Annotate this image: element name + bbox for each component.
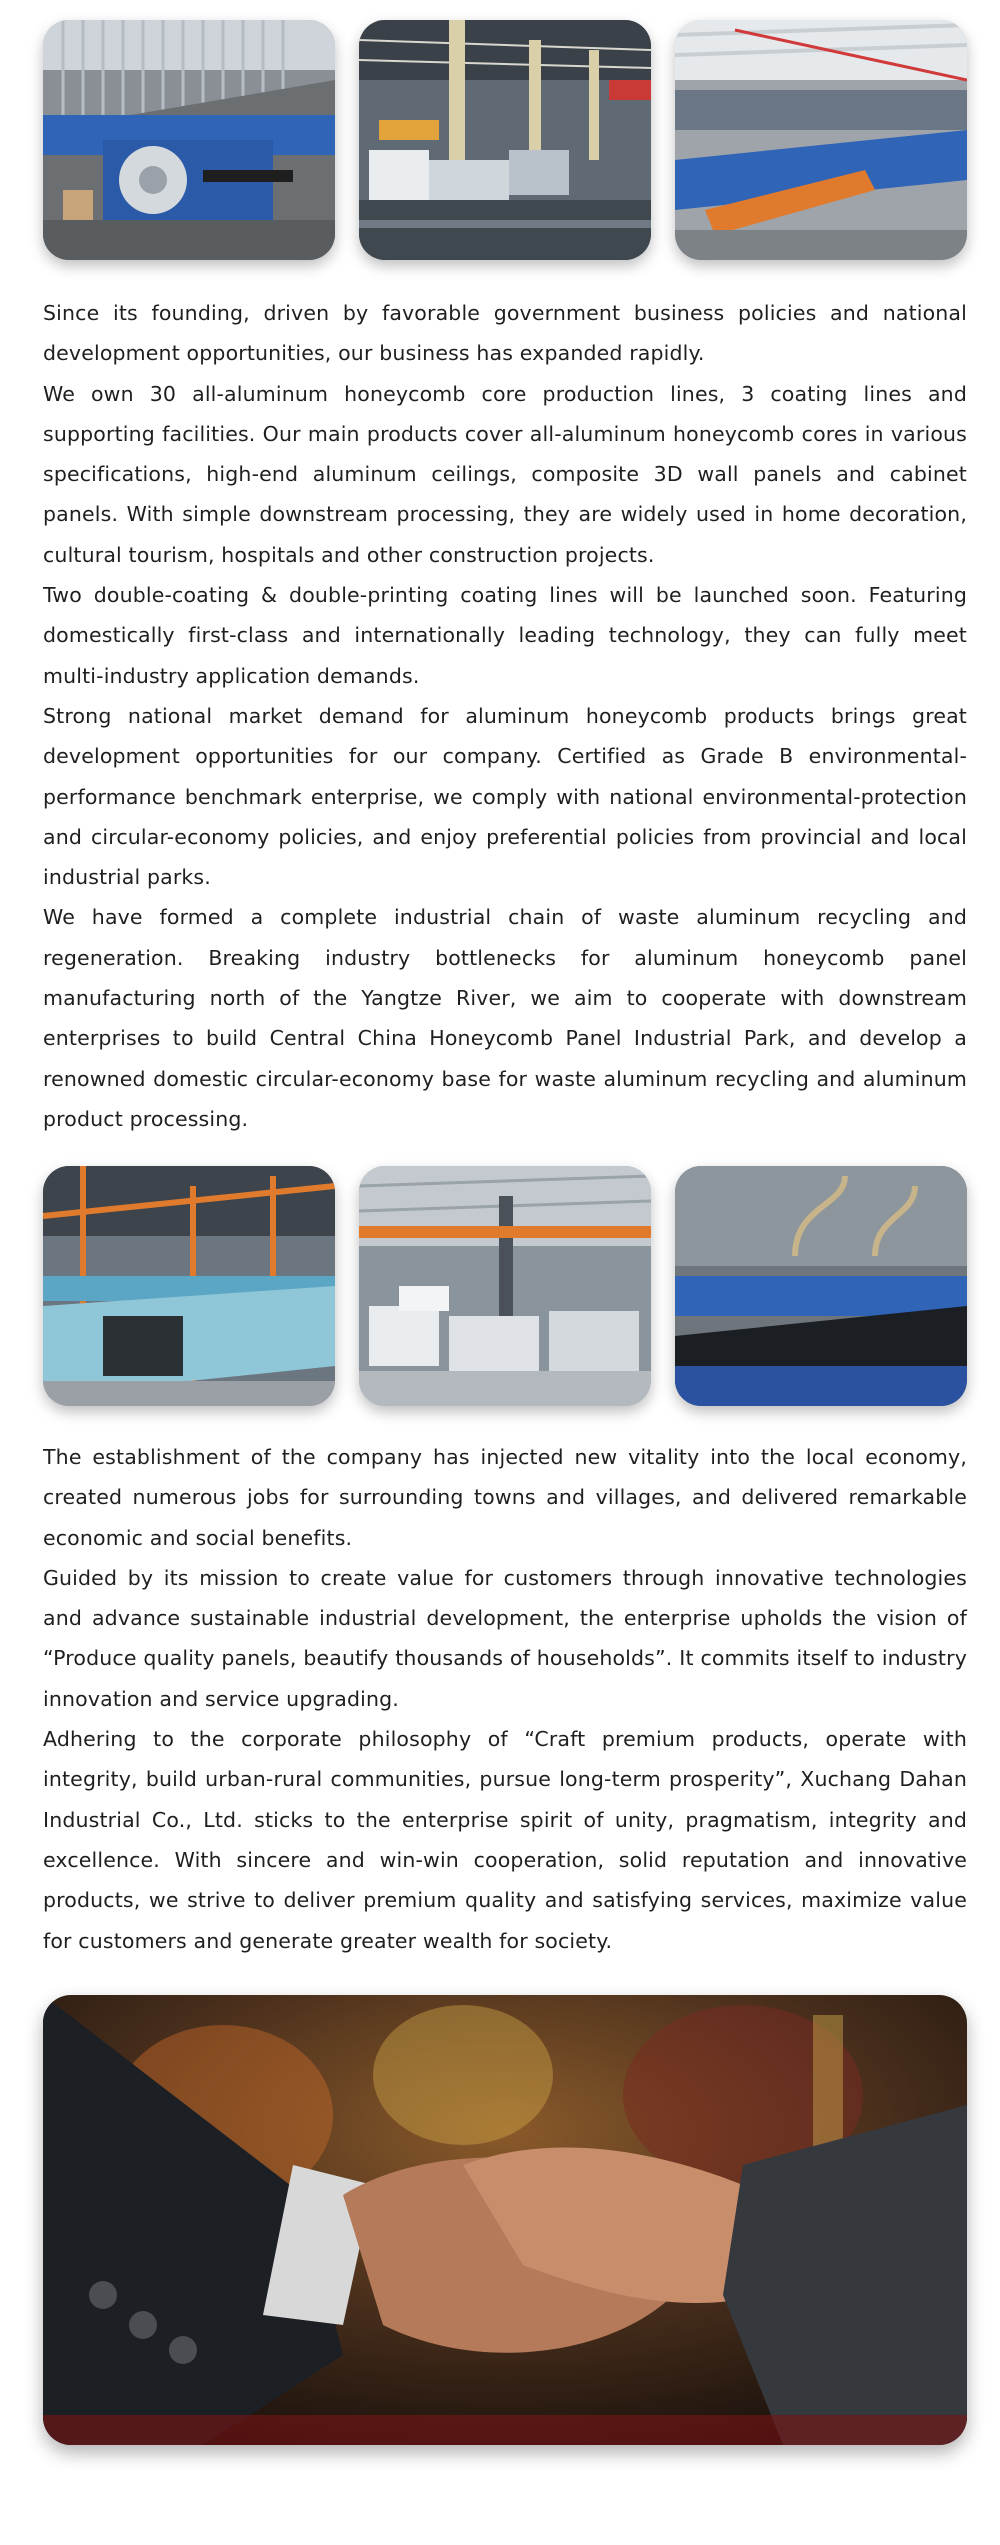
paragraph: We own 30 all-aluminum honeycomb core production lines, 3 coating lines and supporting facilities. Our main products cover all-aluminum honeycomb cores in various specifications, high-end aluminum ceilings, composite 3D wall panels and cabinet panels. With simple downstream processing, they are widely used in home decoration, cultural tourism, hospitals and other construction projects. — [43, 381, 967, 567]
photo-row-middle — [43, 1166, 967, 1406]
factory-photo-coating-line — [43, 20, 335, 260]
handshake-photo — [43, 1995, 967, 2445]
paragraph: The establishment of the company has injected new vitality into the local economy, created numerous jobs for surrounding towns and villages, and delivered remarkable economic and social benefits. — [43, 1445, 967, 1550]
factory-photo-panel-stacks — [359, 1166, 651, 1406]
photo-row-top — [43, 20, 967, 260]
factory-photo-pipe-machinery — [675, 1166, 967, 1406]
paragraph: Strong national market demand for aluminum honeycomb products brings great development opportunities for our company. Certified as Grade B environmental-performance benchmark enterprise, we comply with national environmental-protection and circular-economy policies, and enjoy preferential policies from provincial and local industrial parks. — [43, 703, 967, 890]
paragraph: Guided by its mission to create value for customers through innovative technologies and advance sustainable industrial development, the enterprise upholds the vision of “Produce quality panels, beautify thousands of households”. It commits itself to industry innovation and service upgrading. — [43, 1565, 967, 1711]
intro-text-section — [43, 293, 967, 1139]
paragraph: Two double-coating & double-printing coating lines will be launched soon. Featuring domestically first-class and internationally leading technology, they can fully meet multi-industry application demands. — [43, 583, 967, 688]
factory-photo-steel-frame — [43, 1166, 335, 1406]
factory-photo-honeycomb-lines — [675, 20, 967, 260]
paragraph: We have formed a complete industrial chain of waste aluminum recycling and regeneration. Breaking industry bottlenecks for aluminum honeycomb panel manufacturing north of the Yangtze River, we aim to cooperate with downstream enterprises to build Central China Honeycomb Panel Industrial Park, and develop a renowned domestic circular-economy base for waste aluminum recycling and aluminum product processing. — [43, 905, 967, 1131]
paragraph: Adhering to the corporate philosophy of “Craft premium products, operate with integrity, build urban-rural communities, pursue long-term prosperity”, Xuchang Dahan Industrial Co., Ltd. sticks to the enterprise spirit of unity, pragmatism, integrity and excellence. With sincere and win-win cooperation, solid reputation and innovative products, we strive to deliver premium quality and satisfying services, maximize value for customers and generate greater wealth for society. — [43, 1727, 967, 1953]
company-values-section — [43, 1437, 967, 1961]
factory-photo-warehouse-hall — [359, 20, 651, 260]
paragraph: Since its founding, driven by favorable government business policies and national development opportunities, our business has expanded rapidly. — [43, 301, 967, 366]
